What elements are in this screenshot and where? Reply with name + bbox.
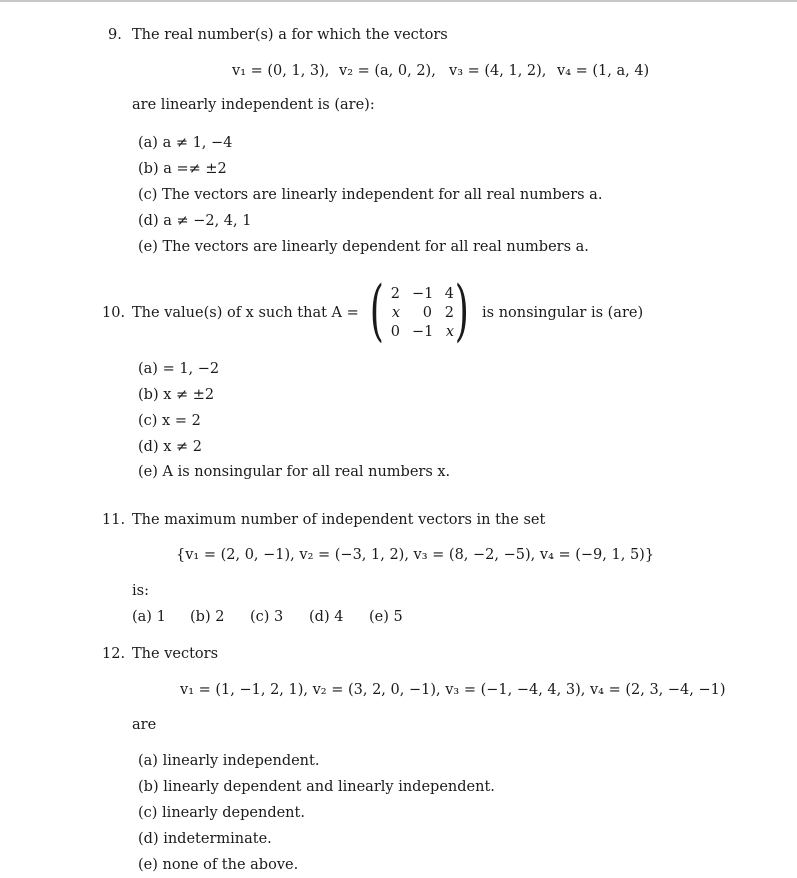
vector-set: {v₁ = (2, 0, −1), v₂ = (−3, 1, 2), v₃ = (8, −2, −5), v₄ = (−9, 1, 5)} — [176, 547, 655, 563]
option-c[interactable]: (c) linearly dependent. — [138, 805, 305, 821]
question-number: 12. — [102, 646, 126, 662]
option-a[interactable]: (a) a ≠ 1, −4 — [138, 135, 233, 151]
option-e[interactable]: (e) none of the above. — [138, 857, 299, 873]
option-c[interactable]: (c) The vectors are linearly independent for all real numbers a. — [138, 187, 603, 203]
vector-v1: v₁ = (0, 1, 3), — [232, 63, 330, 79]
option-d[interactable]: (d) indeterminate. — [138, 831, 272, 847]
option-c[interactable]: (c) x = 2 — [138, 413, 201, 429]
question-tail: are — [132, 717, 157, 733]
question-number: 9. — [108, 27, 122, 43]
option-b[interactable]: (b) linearly dependent and linearly independent. — [138, 779, 495, 795]
option-a[interactable]: (a) linearly independent. — [138, 753, 320, 769]
left-paren: ( — [369, 272, 384, 349]
matrix-cell: 2 — [390, 286, 400, 302]
matrix-cell: −1 — [412, 324, 434, 340]
question-stem: The real number(s) a for which the vectors — [132, 27, 448, 43]
option-c[interactable]: (c) 3 — [250, 609, 284, 625]
question-tail: is: — [132, 583, 149, 599]
option-a[interactable]: (a) = 1, −2 — [138, 361, 220, 377]
right-paren: ) — [454, 272, 469, 349]
matrix-cell: 4 — [444, 286, 454, 302]
option-d[interactable]: (d) 4 — [309, 609, 344, 625]
question-stem: The vectors — [132, 646, 219, 662]
option-a[interactable]: (a) 1 — [132, 609, 166, 625]
option-b[interactable]: (b) x ≠ ±2 — [138, 387, 215, 403]
matrix-cell: −1 — [412, 286, 434, 302]
option-e[interactable]: (e) 5 — [369, 609, 403, 625]
vector-v2: v₂ = (a, 0, 2), — [339, 63, 436, 79]
vector-v3: v₃ = (4, 1, 2), — [449, 63, 547, 79]
question-tail: are linearly independent is (are): — [132, 97, 375, 113]
option-d[interactable]: (d) a ≠ −2, 4, 1 — [138, 213, 252, 229]
matrix-cell: 0 — [390, 324, 400, 340]
option-e[interactable]: (e) A is nonsingular for all real numbers x. — [138, 464, 451, 480]
question-stem: The maximum number of independent vectors in the set — [132, 512, 546, 528]
question-number: 10. — [102, 305, 126, 321]
option-e[interactable]: (e) The vectors are linearly dependent for all real numbers a. — [138, 239, 589, 255]
option-b[interactable]: (b) 2 — [190, 609, 225, 625]
vector-v4: v₄ = (1, a, 4) — [557, 63, 650, 79]
option-d[interactable]: (d) x ≠ 2 — [138, 439, 202, 455]
matrix-cell: x — [445, 324, 454, 340]
option-b[interactable]: (b) a =≠ ±2 — [138, 161, 227, 177]
question-stem: The value(s) of x such that A = — [132, 305, 359, 321]
matrix-cell: 2 — [444, 305, 454, 321]
matrix-cell: x — [391, 305, 400, 321]
question-tail: is nonsingular is (are) — [482, 305, 644, 321]
top-border — [0, 0, 797, 2]
matrix-cell: 0 — [422, 305, 432, 321]
vector-list: v₁ = (1, −1, 2, 1), v₂ = (3, 2, 0, −1), v₃ = (−1, −4, 4, 3), v₄ = (2, 3, −4, −1) — [180, 682, 726, 698]
question-number: 11. — [102, 512, 126, 528]
